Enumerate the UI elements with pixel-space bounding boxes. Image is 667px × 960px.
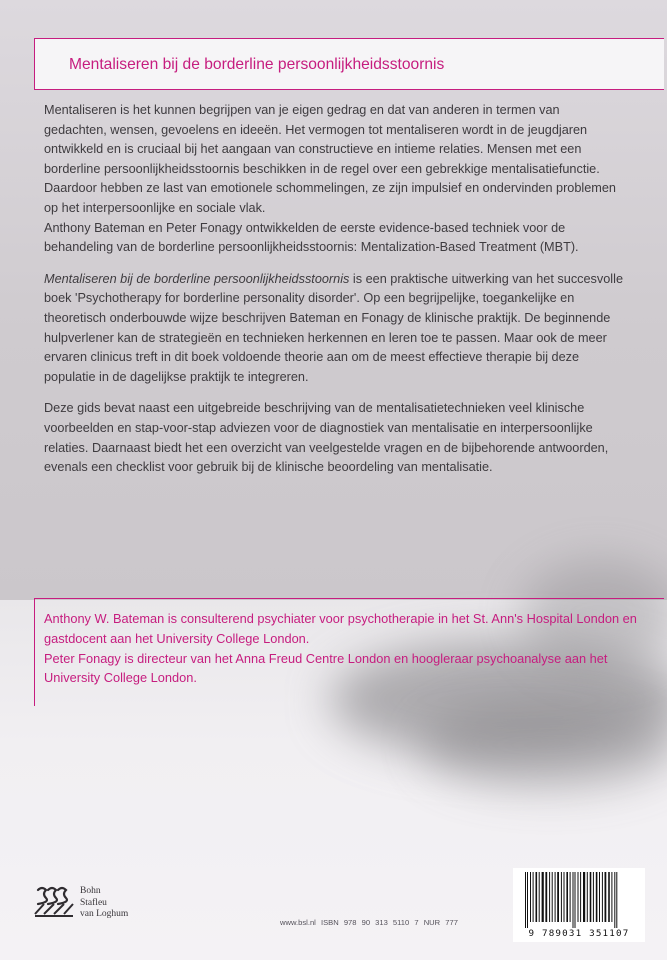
- barcode-bar: [542, 872, 544, 922]
- barcode-bar: [608, 872, 610, 922]
- barcode-bar: [533, 872, 534, 922]
- barcode-bar: [580, 872, 581, 922]
- barcode-digits: 9 789031 351107: [528, 928, 630, 939]
- barcode-bar: [552, 872, 553, 922]
- footer-info: www.bsl.nl ISBN 978 90 313 5110 7 NUR 777: [280, 918, 458, 927]
- shadow-decoration: [420, 700, 667, 790]
- barcode-bar: [530, 872, 531, 922]
- barcode-bar: [539, 872, 540, 922]
- barcode-bar: [605, 872, 607, 922]
- barcode-bar: [570, 872, 571, 922]
- barcode-bar: [599, 872, 600, 922]
- author-bateman: Anthony W. Bateman is consulterend psychiater voor psychotherapie in het St. Ann's Hospital London en gastdocent aan het University College London.: [44, 611, 637, 646]
- barcode-bar: [575, 872, 576, 928]
- barcode-bar: [555, 872, 556, 922]
- blurb: [44, 101, 624, 478]
- publisher-logo-icon: [34, 884, 74, 918]
- barcode-bar: [593, 872, 594, 922]
- barcode-bars: [523, 872, 635, 928]
- barcode-bar: [564, 872, 565, 922]
- barcode-bar: [587, 872, 588, 922]
- barcode-bar: [566, 872, 568, 922]
- barcode-bar: [525, 872, 526, 928]
- publisher-name-line: Stafleu: [80, 897, 107, 908]
- author-box: [34, 598, 664, 706]
- barcode-bar: [583, 872, 585, 922]
- barcode-bar: [616, 872, 617, 928]
- barcode-bar: [578, 872, 579, 922]
- barcode-bar: [611, 872, 612, 922]
- blurb-paragraph-1: Mentaliseren is het kunnen begrijpen van je eigen gedrag en dat van anderen in termen van gedachten, wensen, gevoelens en ideeën. Het vermogen tot mentaliseren wordt in de jeugdjaren ontwikkeld en is cruciaal bij het aangaan van constructieve en intieme relaties. Mensen met een borderline persoonlijkheidsstoornis beschikken in de regel over een gebrekkige mentalisatiefunctie. Daardoor hebben ze last van emotionele schommelingen, ze zijn impulsief en ondervinden problemen op het interpersoonlijke en sociale vlak.: [44, 103, 616, 215]
- barcode: [513, 868, 645, 942]
- barcode-bar: [602, 872, 603, 922]
- publisher-name-line: van Loghum: [80, 909, 129, 919]
- author-fonagy: Peter Fonagy is directeur van het Anna Freud Centre London en hoogleraar psychoanalyse aan het University College London.: [44, 650, 608, 686]
- barcode-bar: [596, 872, 598, 922]
- book-title: Mentaliseren bij de borderline persoonlijkheidsstoornis: [69, 56, 445, 73]
- blurb-paragraph: [44, 270, 624, 388]
- barcode-bar: [536, 872, 538, 922]
- blurb-book-title: Mentaliseren bij de borderline persoonlijkheidsstoornis: [44, 271, 350, 286]
- publisher-name-line: Bohn: [80, 886, 101, 896]
- blurb-paragraph-2: is een praktische uitwerking van het succesvolle boek 'Psychotherapy for borderline personality disorder'. Op een begrijpelijke, toegankelijke en theoretisch onderbouwde wijze beschrijven Bateman en Fonagy de klinische praktijk. De beginnende hulpverlener kan de strategieën en technieken herkennen en leren toe te passen. Maar ook de meer ervaren clinicus treft in dit boek voldoende theorie aan om de meest effectieve therapie bij deze populatie in de dagelijkse praktijk te integreren.: [44, 271, 623, 384]
- barcode-bar: [549, 872, 550, 922]
- barcode-bar: [561, 872, 562, 922]
- barcode-bar: [573, 872, 574, 928]
- barcode-bar: [590, 872, 592, 922]
- publisher-name: [80, 886, 128, 921]
- barcode-bar: [614, 872, 615, 928]
- title-box: [34, 38, 664, 90]
- blurb-paragraph-3: Deze gids bevat naast een uitgebreide beschrijving van de mentalisatietechnieken veel klinische voorbeelden en stap-voor-stap adviezen voor de diagnostiek van mentalisatie en interpersoonlijke relaties. Daarnaast biedt het een overzicht van veelgestelde vragen en de bijbehorende antwoorden, evenals een checklist voor gebruik bij de klinische beoordeling van mentalisatie.: [44, 401, 609, 475]
- barcode-bar: [545, 872, 547, 922]
- author-info: [44, 609, 644, 688]
- barcode-bar: [527, 872, 528, 928]
- blurb-paragraph: [44, 101, 624, 258]
- blurb-paragraph-1b: Anthony Bateman en Peter Fonagy ontwikkelden de eerste evidence-based techniek voor de behandeling van de borderline persoonlijkheidsstoornis: Mentalization-Based Treatment (MBT).: [44, 220, 579, 255]
- barcode-bar: [557, 872, 559, 922]
